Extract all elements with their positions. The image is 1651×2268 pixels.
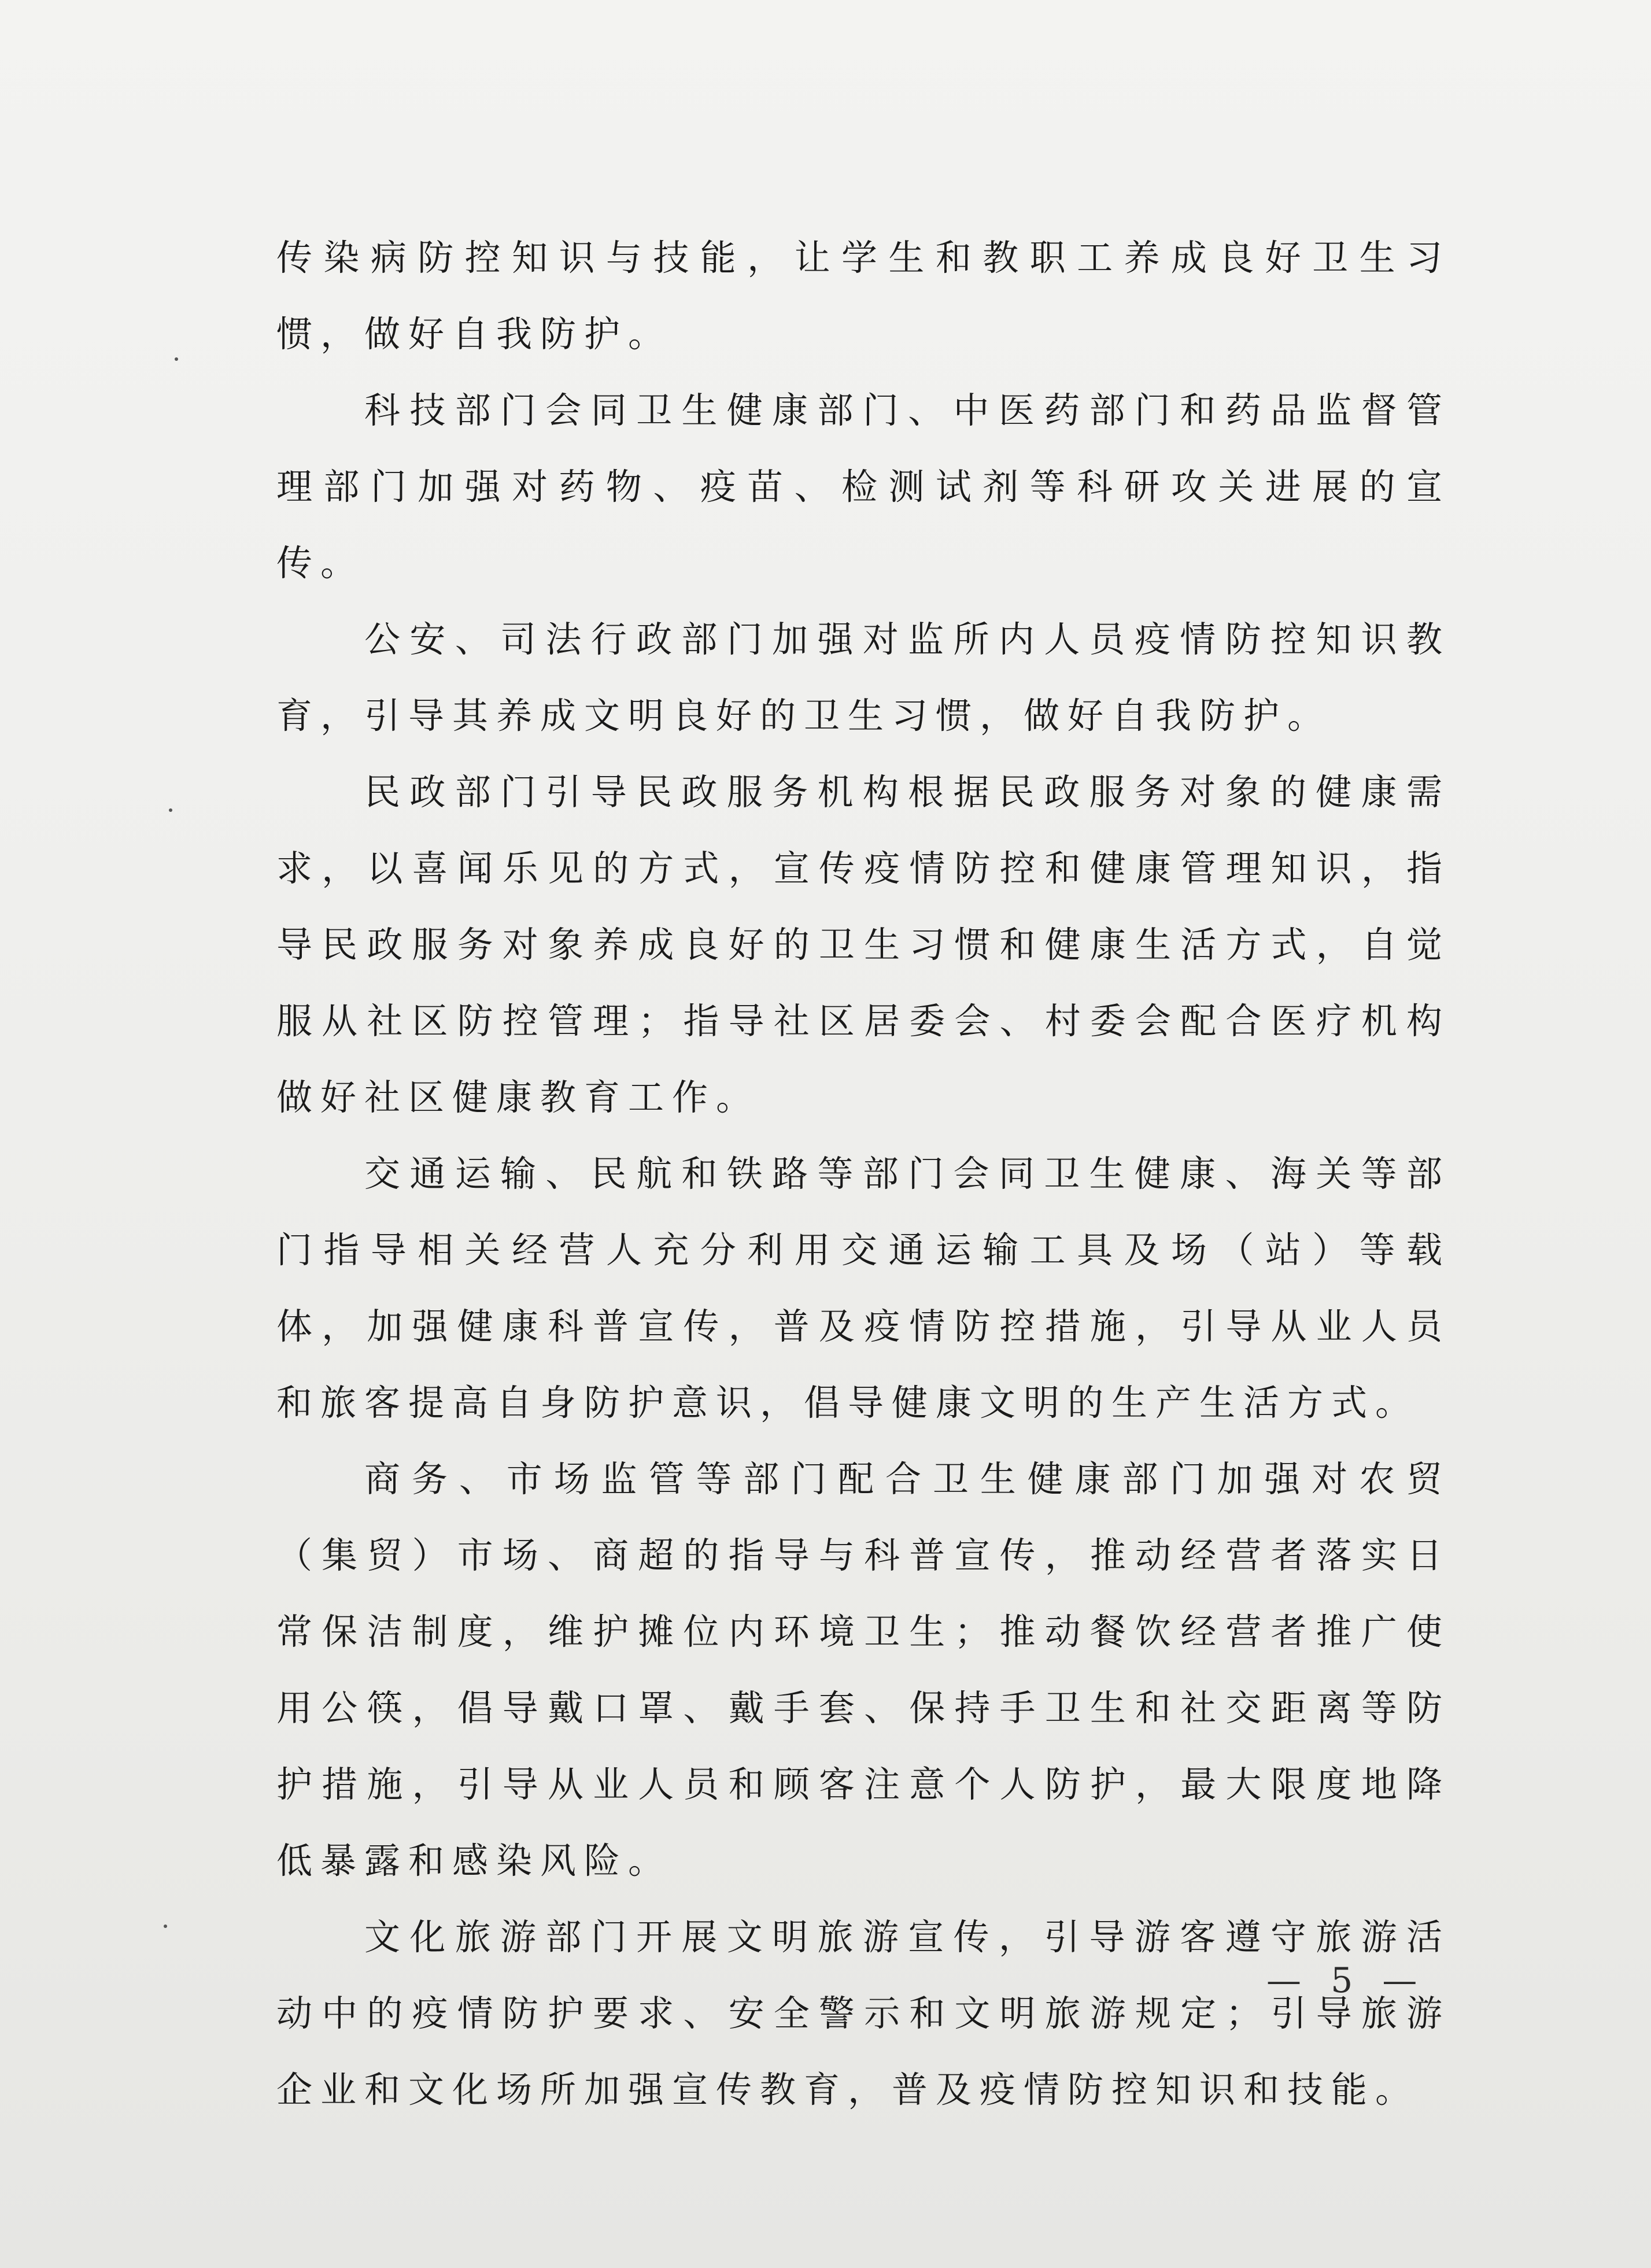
- scan-speck: [175, 357, 178, 361]
- paragraph-science-tech: 科技部门会同卫生健康部门、中医药部门和药品监督管理部门加强对药物、疫苗、检测试剂等科研攻关进展的宣传。: [276, 389, 1450, 584]
- paragraph-continued: 传染病防控知识与技能，让学生和教职工养成良好卫生习惯，做好自我防护。: [276, 237, 1450, 355]
- paragraph-commerce: 商务、市场监管等部门配合卫生健康部门加强对农贸（集贸）市场、商超的指导与科普宣传，推动经营者落实日常保洁制度，维护摊位内环境卫生；推动餐饮经营者推广使用公筷，倡导戴口罩、戴手套、保持手卫生和社交距离等防护措施，引导从业人员和顾客注意个人防护，最大限度地降低暴露和感染风险。: [276, 1458, 1450, 1882]
- paragraph-culture-tourism: 文化旅游部门开展文明旅游宣传，引导游客遵守旅游活动中的疫情防护要求、安全警示和文明旅游规定；引导旅游企业和文化场所加强宣传教育，普及疫情防控知识和技能。: [276, 1916, 1450, 2111]
- document-body: [276, 220, 1450, 2128]
- paragraph-transport: 交通运输、民航和铁路等部门会同卫生健康、海关等部门指导相关经营人充分利用交通运输工具及场（站）等载体，加强健康科普宣传，普及疫情防控措施，引导从业人员和旅客提高自身防护意识，倡导健康文明的生产生活方式。: [276, 1153, 1450, 1424]
- scan-speck: [169, 808, 172, 812]
- scan-speck: [164, 1925, 167, 1928]
- paragraph-civil-affairs: 民政部门引导民政服务机构根据民政服务对象的健康需求，以喜闻乐见的方式，宣传疫情防控和健康管理知识，指导民政服务对象养成良好的卫生习惯和健康生活方式，自觉服从社区防控管理；指导社区居委会、村委会配合医疗机构做好社区健康教育工作。: [276, 771, 1450, 1118]
- paragraph-public-security: 公安、司法行政部门加强对监所内人员疫情防控知识教育，引导其养成文明良好的卫生习惯，做好自我防护。: [276, 618, 1450, 737]
- page-number: — 5 —: [1266, 1960, 1427, 2001]
